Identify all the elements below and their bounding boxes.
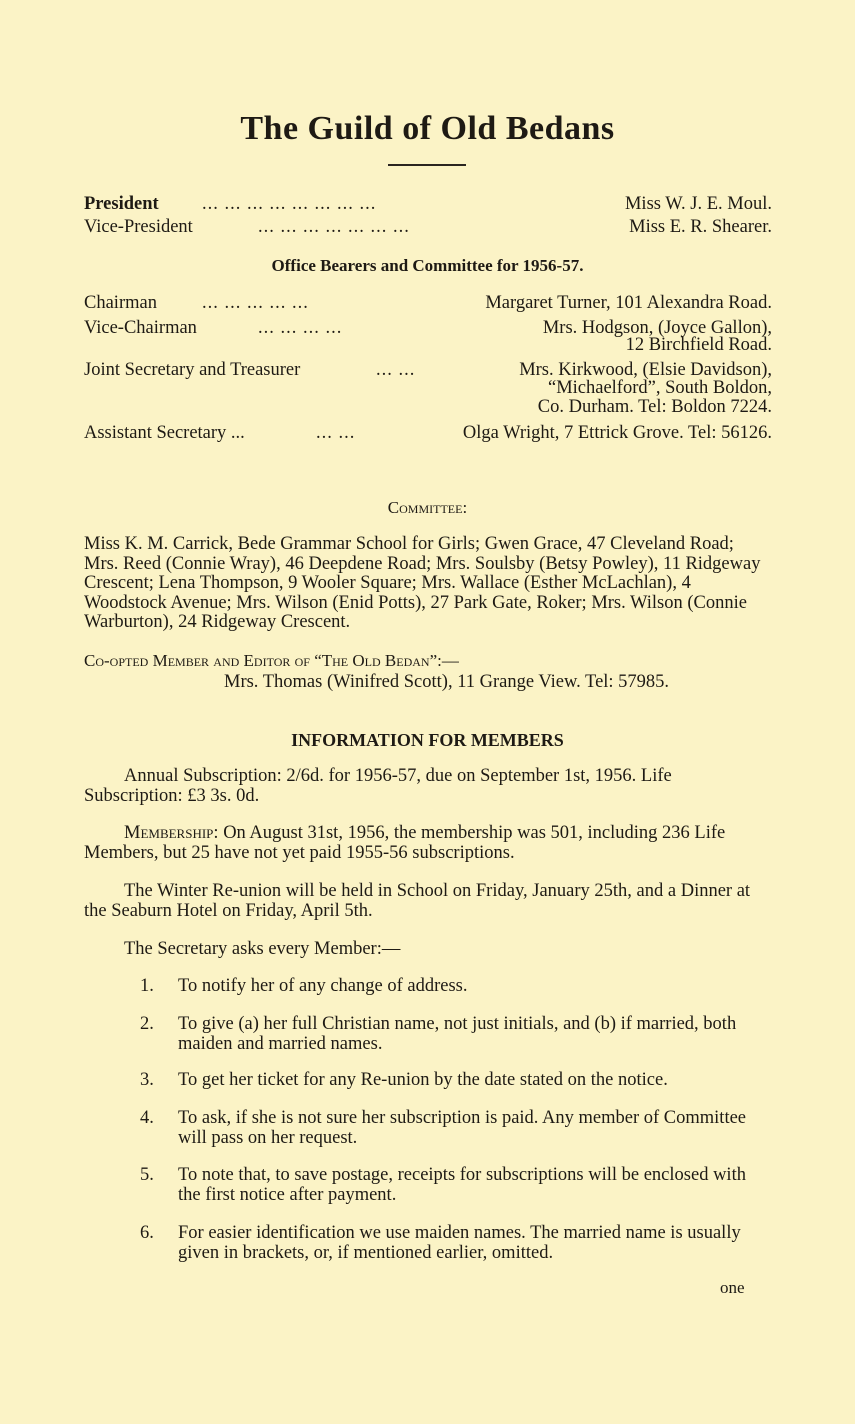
list-number: 6.: [140, 1223, 154, 1243]
officer-name: Miss E. R. Shearer.: [629, 217, 772, 237]
membership-label: Membership:: [124, 823, 219, 843]
bearer-detail: “Michaelford”, South Boldon,: [547, 378, 772, 398]
committee-heading: Committee:: [387, 498, 468, 517]
leader-dots: ... ... ... ... ...: [202, 293, 309, 313]
list-text: To ask, if she is not sure her subscription is paid. Any member of Committee will pass on her request.: [178, 1108, 747, 1148]
list-text: To note that, to save postage, receipts for subscriptions will be enclosed with the first notice after payment.: [178, 1165, 746, 1205]
leader-dots: ... ... ... ... ... ... ... ...: [202, 194, 377, 214]
officer-role: President: [84, 194, 159, 214]
coopted-heading: Co-opted Member and Editor of “The Old Bedan”:—: [84, 651, 459, 670]
officer-role: Vice-President: [84, 217, 193, 237]
bearer-detail: Co. Durham. Tel: Boldon 7224.: [537, 397, 772, 417]
coopted-member: Mrs. Thomas (Winifred Scott), 11 Grange View. Tel: 57985.: [224, 672, 670, 692]
list-number: 2.: [140, 1014, 154, 1034]
membership-text: On August 31st, 1956, the membership was 501, including 236 Life Members, but 25 have not yet paid 1955-56 subscriptions.: [84, 823, 726, 863]
bearer-role: Chairman: [84, 293, 157, 313]
office-bearers-heading: Office Bearers and Committee for 1956-57.: [271, 256, 584, 275]
officer-name: Miss W. J. E. Moul.: [624, 194, 772, 214]
membership-paragraph: [84, 824, 772, 863]
information-heading: INFORMATION FOR MEMBERS: [291, 730, 564, 750]
bearer-detail: Mrs. Kirkwood, (Elsie Davidson),: [519, 360, 772, 380]
bearer-detail: Margaret Turner, 101 Alexandra Road.: [485, 293, 772, 313]
leader-dots: ... ...: [376, 360, 416, 380]
bearer-detail: Mrs. Hodgson, (Joyce Gallon),: [542, 318, 772, 338]
page-number: one: [720, 1278, 745, 1297]
bearer-detail: 12 Birchfield Road.: [625, 335, 772, 355]
subscription-paragraph: Annual Subscription: 2/6d. for 1956-57, due on September 1st, 1956. Life Subscription: £3 3s. 0d.: [84, 766, 672, 806]
bearer-detail: Olga Wright, 7 Ettrick Grove. Tel: 56126.: [462, 423, 772, 443]
list-text: For easier identification we use maiden names. The married name is usually given in brackets, or, if mentioned earlier, omitted.: [178, 1223, 741, 1263]
list-number: 5.: [140, 1165, 154, 1185]
bearer-role: Assistant Secretary ...: [84, 423, 245, 443]
list-number: 3.: [140, 1070, 154, 1090]
secretary-asks: The Secretary asks every Member:—: [124, 939, 401, 959]
page-title: The Guild of Old Bedans: [240, 110, 615, 147]
title-divider: [388, 164, 466, 166]
bearer-row-joint-secretary: [84, 360, 772, 424]
list-text: To give (a) her full Christian name, not just initials, and (b) if married, both maiden and married names.: [178, 1014, 737, 1054]
reunion-paragraph: The Winter Re-union will be held in School on Friday, January 25th, and a Dinner at the Seaburn Hotel on Friday, April 5th.: [84, 881, 751, 921]
list-number: 4.: [140, 1108, 154, 1128]
leader-dots: ... ...: [316, 423, 356, 443]
list-number: 1.: [140, 976, 154, 996]
leader-dots: ... ... ... ...: [258, 318, 343, 338]
bearer-row-vice-chairman: [84, 318, 772, 360]
bearer-role: Vice-Chairman: [84, 318, 197, 338]
list-text: To notify her of any change of address.: [178, 976, 468, 996]
bearer-role: Joint Secretary and Treasurer: [84, 360, 301, 380]
leader-dots: ... ... ... ... ... ... ...: [258, 217, 410, 237]
committee-list: Miss K. M. Carrick, Bede Grammar School for Girls; Gwen Grace, 47 Cleveland Road; Mrs. Reed (Connie Wray), 46 Deepdene Road; Mrs. Soulsby (Betsy Powley), 11 Ridgeway Crescent; Lena Thompson, 9 Wooler Square; Mrs. Wallace (Esther McLachlan), 4 Woodstock Avenue; Mrs. Wilson (Enid Potts), 27 Park Gate, Roker; Mrs. Wilson (Connie Warburton), 24 Ridgeway Crescent.: [84, 534, 761, 632]
list-text: To get her ticket for any Re-union by the date stated on the notice.: [178, 1070, 668, 1090]
